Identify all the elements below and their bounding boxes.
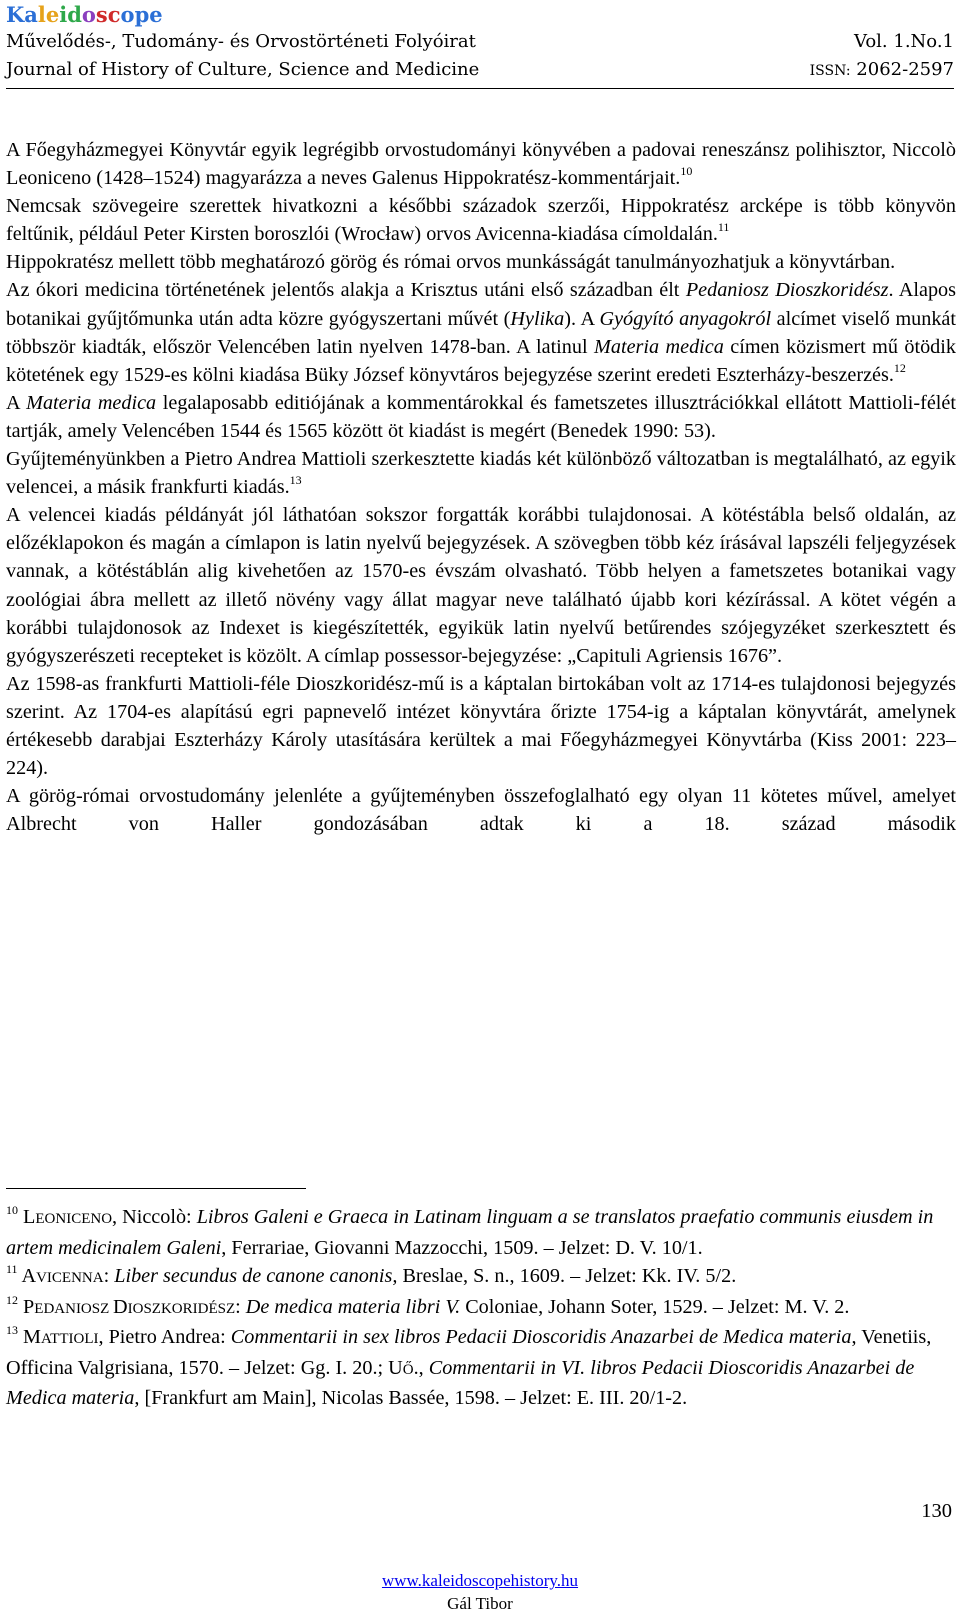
logo-letter: c xyxy=(107,2,121,27)
paragraph: Az 1598-as frankfurti Mattioli-féle Dioszkoridész-mű is a káptalan birtokában volt az 1714-es tulajdonosi bejegyzés szerint. Az 1704-es alapítású egri papnevelő intézet könyvtára őrizte 1754-ig a káptalan könyvtárát, amelynek értékesebb darabjai Eszterházy Károly utasítására kerültek a mai Főegyházmegyei Könyvtárba (Kiss 2001: 223–224). xyxy=(6,672,956,780)
logo-letter: s xyxy=(95,2,108,27)
author-name: Gál Tibor xyxy=(447,1594,513,1613)
logo-letter: e xyxy=(45,2,60,27)
issn-label: ISSN: xyxy=(809,63,851,79)
article-body xyxy=(6,136,956,838)
logo-letter: K xyxy=(6,2,25,27)
kaleidoscope-logo xyxy=(6,2,954,28)
footnote-ref[interactable]: 12 xyxy=(893,360,906,375)
header-row-hu xyxy=(6,28,954,56)
website-link[interactable]: www.kaleidoscopehistory.hu xyxy=(381,1571,579,1590)
journal-header xyxy=(6,0,954,84)
footnote-ref[interactable]: 13 xyxy=(289,473,302,488)
issn-value: 2062-2597 xyxy=(856,59,954,80)
logo-letter: a xyxy=(24,2,38,27)
footnote-12: $^{12}$ PEDANIOSZ DIOSZKORIDÉSZ: De medica materia libri V. Coloniae, Johann Soter, 1529. – Jelzet: M. V. 2. xyxy=(6,1292,850,1318)
footnote-10: $^{10}$ LEONICENO, Niccolò: Libros Galeni e Graeca in Latinam linguam a se translatos praefatio communis eiusdem in artem medicinalem Galeni, Ferrariae, Giovanni Mazzocchi, 1509. – Jelzet: D. V. 10/1. xyxy=(6,1203,934,1259)
footnote-divider xyxy=(6,1188,306,1189)
footnote-11: $^{11}$ AVICENNA: Liber secundus de canone canonis, Breslae, S. n., 1609. – Jelzet: Kk. IV. 5/2. xyxy=(6,1262,737,1287)
paragraph: A velencei kiadás példányát jól láthatóan sokszor forgatták korábbi tulajdonosai. A kötéstábla belső oldalán, az előzéklapokon és magán a címlapon is latin nyelvű bejegyzések. A szövegben több kéz írásával lapszéli feljegyzések vannak, a kötéstáblán alig kivehetően az 1570-es évszám olvasható. Több helyen a fametszetes botanikai vagy zoológiai ábra mellett az illető növény vagy állat magyar neve található újabb kori kézírással. A kötet végén a korábbi tulajdonosok az Indexet is kiegészítették, egyikük latin nyelvű betűrendes szójegyzéket szerkesztett és gyógyszerészeti recepteket is közölt. A címlap possessor-bejegyzése: „Capituli Agriensis 1676”. xyxy=(6,504,956,667)
journal-subtitle-en: Journal of History of Culture, Science and Medicine xyxy=(6,59,480,80)
paragraph: A Főegyházmegyei Könyvtár egyik legrégibb orvostudományi könyvében a padovai reneszánsz polihisztor, Niccolò Leoniceno (1428–1524) magyarázza a neves Galenus Hippokratész-kommentárjait.$^{10}$ xyxy=(6,139,956,190)
header-row-en xyxy=(6,56,954,84)
paragraph: A görög-római orvostudomány jelenléte a gyűjteményben összefoglalható egy olyan 11 kötetes művel, amelyet Albrecht von Haller gondozásában adtak ki a 18. század második xyxy=(6,785,956,836)
logo-letter: o xyxy=(120,2,135,27)
logo-letter: i xyxy=(59,2,68,27)
issn xyxy=(810,56,954,85)
header-divider xyxy=(6,88,954,89)
journal-subtitle-hu: Művelődés-, Tudomány- és Orvostörténeti Folyóirat xyxy=(6,31,476,52)
footnotes xyxy=(6,1203,956,1413)
volume-number: Vol. 1.No.1 xyxy=(853,31,954,52)
logo-letter: e xyxy=(149,2,163,27)
logo-letter: l xyxy=(37,2,46,27)
footnote-ref[interactable]: 11 xyxy=(717,220,730,235)
paragraph: Nemcsak szövegeire szerettek hivatkozni a későbbi századok szerzői, Hippokratész arcképe is több könyvön feltűnik, például Peter Kirsten boroszlói (Wrocław) orvos Avicenna-kiadása címoldalán.$^{11}$ xyxy=(6,195,956,246)
page-footer xyxy=(0,1569,960,1615)
paragraph: Hippokratész mellett több meghatározó görög és római orvos munkásságát tanulmányozhatjuk a könyvtárban. xyxy=(6,251,896,274)
footnote-ref[interactable]: 10 xyxy=(680,164,693,179)
logo-letter: d xyxy=(67,2,82,27)
paragraph: Az ókori medicina történetének jelentős alakja a Krisztus utáni első században élt Pedaniosz Dioszkoridész. Alapos botanikai gyűjtőmunka után adta közre gyógyszertani művét (Hylika). A Gyógyító anyagokról alcímet viselő munkát többször kiadták, először Velencében latin nyelven 1478-ban. A latinul Materia medica címen közismert mű ötödik kötetének egy 1529-es kölni kiadása Büky József könyvtáros bejegyzése szerint eredeti Eszterházy-beszerzés.$^{12}$ xyxy=(6,279,957,386)
page-number: 130 xyxy=(921,1500,952,1522)
logo-letter: p xyxy=(134,2,150,27)
paragraph: Gyűjteményünkben a Pietro Andrea Mattioli szerkesztette kiadás két különböző változatban is megtalálható, az egyik velencei, a másik frankfurti kiadás.$^{13}$ xyxy=(6,448,956,499)
footnote-13: $^{13}$ MATTIOLI, Pietro Andrea: Commentarii in sex libros Pedacii Dioscoridis Anazarbei de Medica materia, Venetiis, Officina Valgrisiana, 1570. – Jelzet: Gg. I. 20.; UŐ., Commentarii in VI. libros Pedacii Dioscoridis Anazarbei de Medica materia, [Frankfurt am Main], Nicolas Bassée, 1598. – Jelzet: E. III. 20/1-2. xyxy=(6,1323,932,1409)
paragraph: A Materia medica legalaposabb editiójának a kommentárokkal és fametszetes illusztrációkkal ellátott Mattioli-félét tartják, amely Velencében 1544 és 1565 között öt kiadást is megért (Benedek 1990: 53). xyxy=(6,391,956,442)
logo-letter: o xyxy=(81,2,96,27)
